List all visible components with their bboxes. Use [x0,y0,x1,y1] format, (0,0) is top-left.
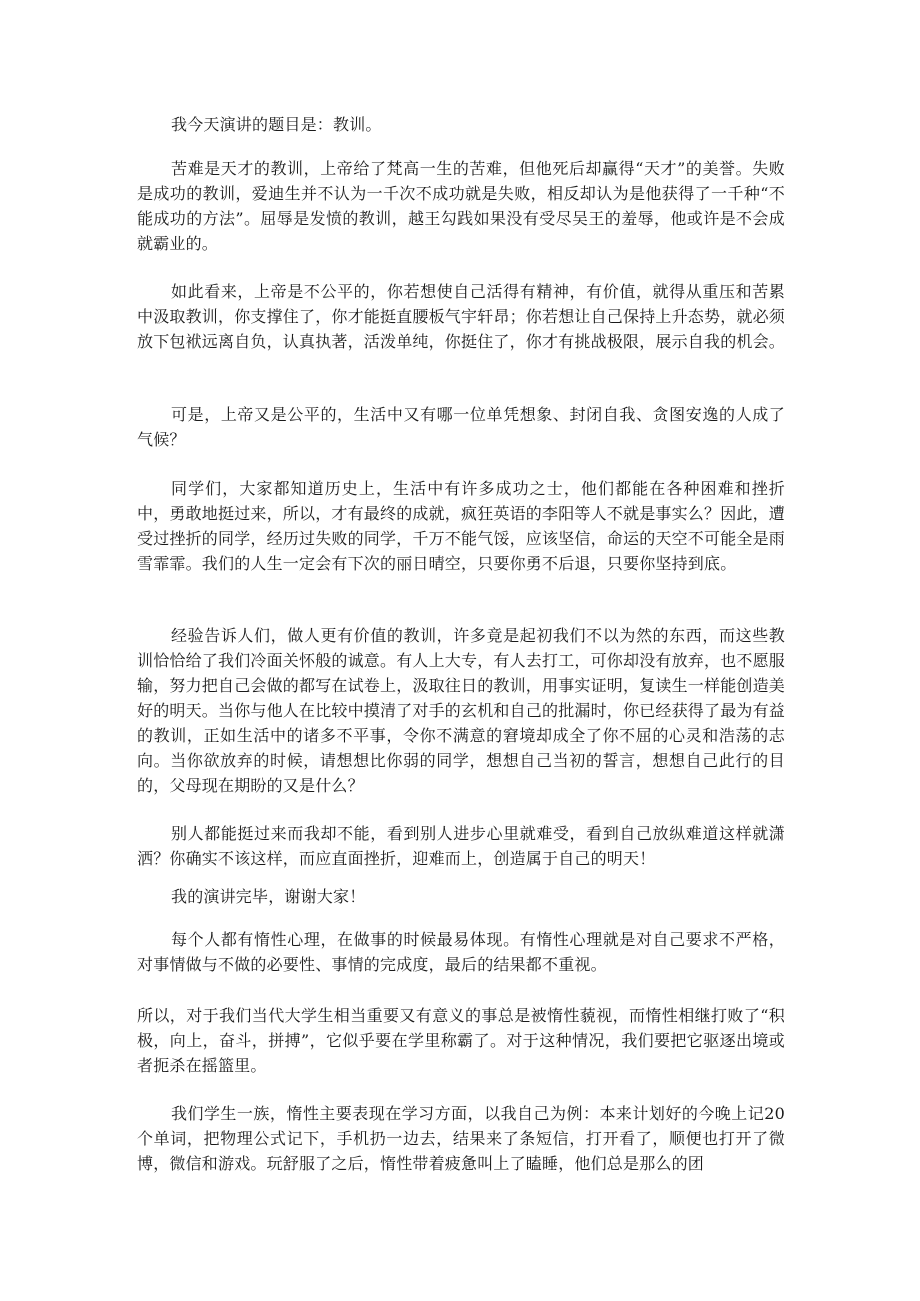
paragraph: 每个人都有惰性心理，在做事的时候最易体现。有惰性心理就是对自己要求不严格，对事情做与不做的必要性、事情的完成度，最后的结果都不重视。 [137,930,785,974]
paragraph: 如此看来，上帝是不公平的，你若想使自己活得有精神，有价值，就得从重压和苦累中汲取教训，你支撑住了，你才能挺直腰板气宇轩昂；你若想让自己保持上升态势，就必须放下包袱远离自负，认真执著，活泼单纯，你挺住了，你才有挑战极限，展示自我的机会。 [137,282,786,351]
paragraph: 苦难是天才的教训，上帝给了梵高一生的苦难，但他死后却赢得“天才”的美誉。失败是成功的教训，爱迪生并不认为一千次不成功就是失败，相反却认为是他获得了一千种“不能成功的方法”。屈辱是发愤的教训，越王勾践如果没有受尽吴王的羞辱，他或许是不会成就霸业的。 [137,159,785,253]
paragraph: 别人都能挺过来而我却不能，看到别人进步心里就难受，看到自己放纵难道这样就潇洒？你确实不该这样，而应直面挫折，迎难而上，创造属于自己的明天！ [137,824,785,868]
paragraph: 经验告诉人们，做人更有价值的教训，许多竟是起初我们不以为然的东西，而这些教训恰恰给了我们冷面关怀般的诚意。有人上大专，有人去打工，可你却没有放弃，也不愿服输，努力把自己会做的都写在试卷上，汲取往日的教训，用事实证明，复读生一样能创造美好的明天。当你与他人在比较中摸清了对手的玄机和自己的批漏时，你已经获得了最为有益的教训，正如生活中的诸多不平事，令你不满意的窘境却成全了你不屈的心灵和浩荡的志向。当你欲放弃的时候，请想想比你弱的同学，想想自己当初的誓言，想想自己此行的目的，父母现在期盼的又是什么？ [137,626,786,795]
paragraph-title: 我今天演讲的题目是：教训。 [171,115,382,134]
paragraph: 可是，上帝又是公平的，生活中又有哪一位单凭想象、封闭自我、贪图安逸的人成了气候？ [137,405,785,449]
paragraph: 同学们，大家都知道历史上，生活中有许多成功之士，他们都能在各种困难和挫折中，勇敢地挺过来，所以，才有最终的成就，疯狂英语的李阳等人不就是事实么？因此，遭受过挫折的同学，经历过失败的同学，千万不能气馁，应该坚信，命运的天空不可能全是雨雪霏霏。我们的人生一定会有下次的丽日晴空，只要你勇不后退，只要你坚持到底。 [137,479,786,573]
paragraph: 所以，对于我们当代大学生相当重要又有意义的事总是被惰性藐视，而惰性相继打败了“积极，向上，奋斗，拼搏”，它似乎要在学里称霸了。对于这种情况，我们要把它驱逐出境或者扼杀在摇篮里。 [137,1006,785,1075]
paragraph: 我们学生一族，惰性主要表现在学习方面，以我自己为例：本来计划好的今晚上记20个单词，把物理公式记下，手机扔一边去，结果来了条短信，打开看了，顺便也打开了微博，微信和游戏。玩舒服了之后，惰性带着疲惫叫上了瞌睡，他们总是那么的团 [137,1104,785,1173]
paragraph: 我的演讲完毕，谢谢大家！ [171,887,366,906]
